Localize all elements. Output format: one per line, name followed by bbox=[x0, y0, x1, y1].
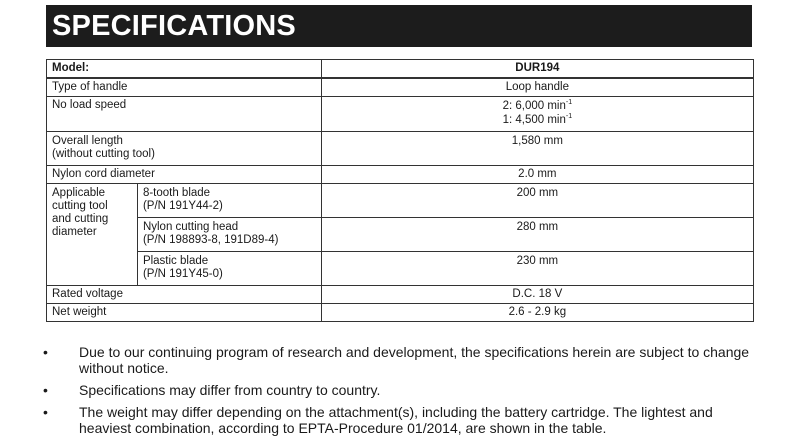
tool-diameter-value: 230 mm bbox=[321, 252, 753, 286]
tool-name: 8-tooth blade (P/N 191Y44-2) bbox=[137, 184, 321, 218]
note-text: Due to our continuing program of research and development, the specifications herein are subject to change without notice. bbox=[79, 344, 750, 376]
tool-diameter-value: 280 mm bbox=[321, 218, 753, 252]
no-load-speed-label: No load speed bbox=[47, 97, 322, 132]
notes-list bbox=[43, 344, 755, 442]
table-row bbox=[47, 97, 754, 132]
table-header-row bbox=[47, 60, 754, 79]
section-banner bbox=[46, 5, 752, 47]
bullet: • bbox=[43, 344, 48, 360]
list-item bbox=[43, 404, 755, 436]
applicable-tool-label: Applicable cutting tool and cutting diameter bbox=[47, 184, 138, 286]
table-row bbox=[47, 184, 754, 218]
list-item bbox=[43, 382, 755, 398]
note-text: The weight may differ depending on the attachment(s), including the battery cartridge. The lightest and heaviest combination, according to EPTA-Procedure 01/2014, are shown in the table. bbox=[79, 404, 713, 436]
section-title: SPECIFICATIONS bbox=[52, 10, 296, 42]
rated-voltage-label: Rated voltage bbox=[47, 286, 322, 304]
nylon-cord-value: 2.0 mm bbox=[321, 166, 753, 184]
nylon-cord-label: Nylon cord diameter bbox=[47, 166, 322, 184]
bullet: • bbox=[43, 382, 48, 398]
model-value: DUR194 bbox=[321, 60, 753, 79]
table-row bbox=[47, 132, 754, 166]
tool-name: Plastic blade (P/N 191Y45-0) bbox=[137, 252, 321, 286]
specifications-table bbox=[46, 59, 754, 322]
speed-setting-2: 2: 6,000 $\min^{-1}$ bbox=[502, 99, 573, 112]
table-row bbox=[47, 286, 754, 304]
table-row bbox=[47, 78, 754, 97]
type-of-handle-label: Type of handle bbox=[47, 78, 322, 97]
type-of-handle-value: Loop handle bbox=[321, 78, 753, 97]
no-load-speed-value bbox=[321, 97, 753, 132]
rated-voltage-value: D.C. 18 V bbox=[321, 286, 753, 304]
table-row bbox=[47, 304, 754, 322]
tool-name: Nylon cutting head (P/N 198893-8, 191D89-4) bbox=[137, 218, 321, 252]
tool-diameter-value: 200 mm bbox=[321, 184, 753, 218]
overall-length-label: Overall length (without cutting tool) bbox=[47, 132, 322, 166]
table-row bbox=[47, 252, 754, 286]
net-weight-value: 2.6 - 2.9 kg bbox=[321, 304, 753, 322]
net-weight-label: Net weight bbox=[47, 304, 322, 322]
table-row bbox=[47, 166, 754, 184]
speed-setting-1: 1: 4,500 $\min^{-1}$ bbox=[502, 113, 573, 126]
table-row bbox=[47, 218, 754, 252]
note-text: Specifications may differ from country to country. bbox=[79, 382, 381, 398]
model-label: Model: bbox=[47, 60, 322, 79]
overall-length-value: 1,580 mm bbox=[321, 132, 753, 166]
list-item bbox=[43, 344, 755, 376]
bullet: • bbox=[43, 404, 48, 420]
